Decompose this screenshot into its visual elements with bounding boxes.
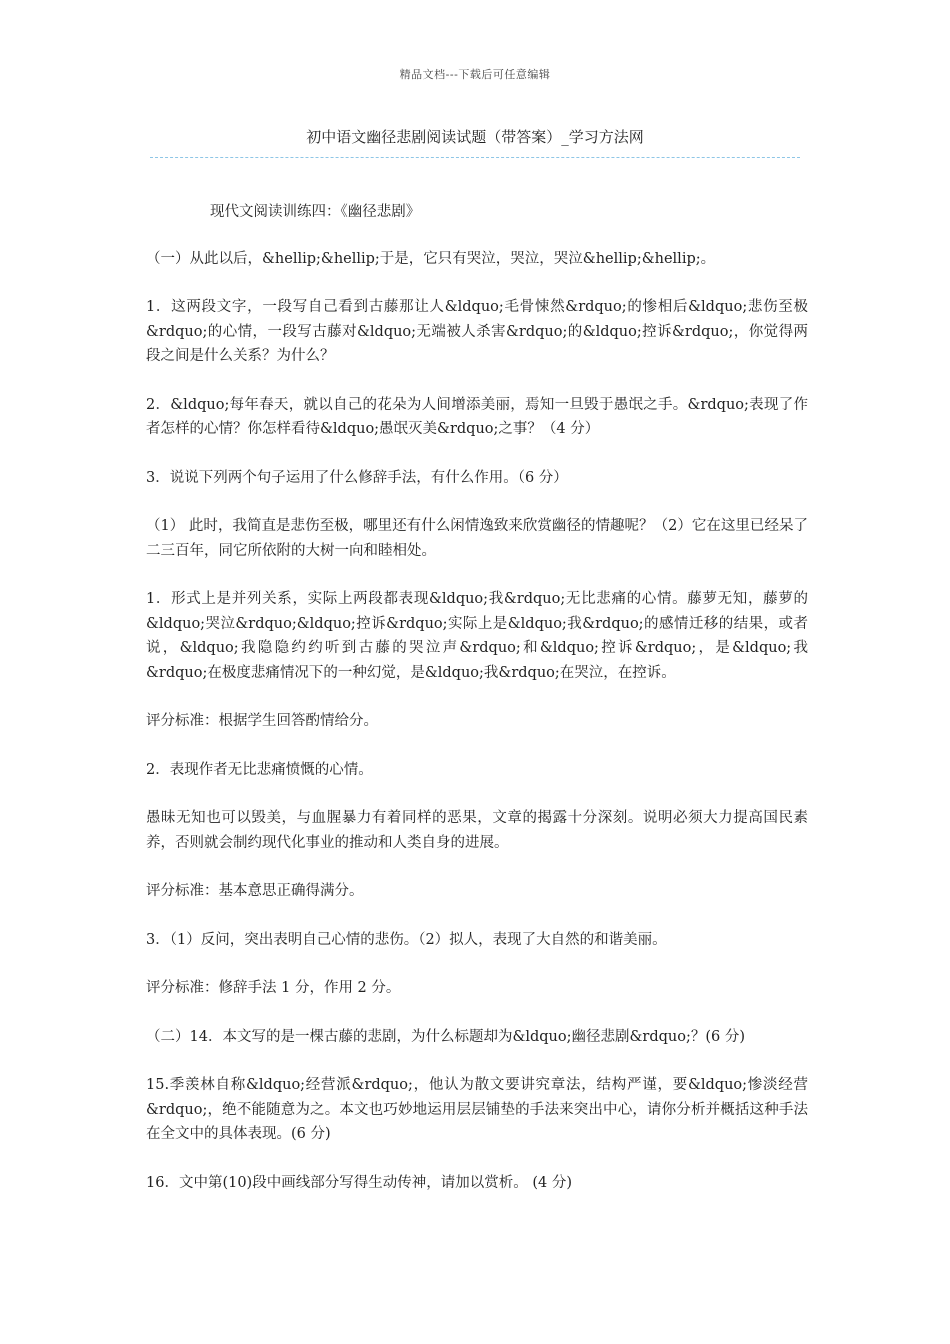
section-subtitle: 现代文阅读训练四：《幽径悲剧》 xyxy=(210,204,421,220)
answer-2: 2．表现作者无比悲痛愤慨的心情。 xyxy=(146,761,373,778)
document-title: 初中语文幽径悲剧阅读试题（带答案）_学习方法网 xyxy=(306,128,644,146)
title-divider xyxy=(150,157,800,158)
answer-2-explanation: 愚昧无知也可以毁美，与血腥暴力有着同样的恶果，文章的揭露十分深刻。说明必须大力提高国民素养，否则就会制约现代化事业的推动和人类自身的进展。 xyxy=(146,810,808,851)
question-15: 15.季羡林自称&ldquo;经营派&rdquo;，他认为散文要讲究章法，结构严谨，要&ldquo;惨淡经营&rdquo;，绝不能随意为之。本文也巧妙地运用层层铺垫的手法来突出中心，请你分析并概括这种手法在全文中的具体表现。(6 分) xyxy=(146,1077,808,1142)
question-1: 1．这两段文字，一段写自己看到古藤那让人&ldquo;毛骨悚然&rdquo;的惨相后&ldquo;悲伤至极&rdquo;的心情，一段写古藤对&ldquo;无端被人杀害&rdquo;的&ldquo;控诉&rdquo;，你觉得两段之间是什么关系？为什么？ xyxy=(146,299,808,364)
passage-excerpt: （一）从此以后，&hellip;&hellip;于是，它只有哭泣，哭泣，哭泣&hellip;&hellip;。 xyxy=(146,250,716,267)
document-body xyxy=(146,200,808,1219)
question-3-sentences: （1） 此时，我简直是悲伤至极，哪里还有什么闲情逸致来欣赏幽径的情趣呢？（2）它在这里已经呆了二三百年，同它所依附的大树一向和睦相处。 xyxy=(146,518,808,559)
question-16: 16．文中第(10)段中画线部分写得生动传神，请加以赏析。 (4 分) xyxy=(146,1174,572,1191)
header-note: 精品文档---下载后可任意编辑 xyxy=(399,68,551,81)
answer-3: 3．（1）反问，突出表明自己心情的悲伤。（2）拟人，表现了大自然的和谐美丽。 xyxy=(146,931,667,948)
question-14: （二）14．本文写的是一棵古藤的悲剧，为什么标题却为&ldquo;幽径悲剧&rdquo;？(6 分) xyxy=(146,1028,746,1045)
question-3: 3．说说下列两个句子运用了什么修辞手法，有什么作用。（6 分） xyxy=(146,469,568,486)
scoring-standard-3: 评分标准：修辞手法 1 分，作用 2 分。 xyxy=(146,980,401,996)
scoring-standard-1: 评分标准：根据学生回答酌情给分。 xyxy=(146,713,378,729)
question-2: 2．&ldquo;每年春天，就以自己的花朵为人间增添美丽，焉知一旦毁于愚氓之手。&rdquo;表现了作者怎样的心情？你怎样看待&ldquo;愚氓灭美&rdquo;之事？（4 分） xyxy=(146,396,808,437)
answer-1: 1．形式上是并列关系，实际上两段都表现&ldquo;我&rdquo;无比悲痛的心情。藤萝无知，藤萝的&ldquo;哭泣&rdquo;&ldquo;控诉&rdquo;实际上是&ldquo;我&rdquo;的感情迁移的结果，或者说，&ldquo;我隐隐约约听到古藤的哭泣声&rdquo;和&ldquo;控诉&rdquo;，是&ldquo;我&rdquo;在极度悲痛情况下的一种幻觉，是&ldquo;我&rdquo;在哭泣，在控诉。 xyxy=(146,591,808,681)
scoring-standard-2: 评分标准：基本意思正确得满分。 xyxy=(146,883,364,899)
